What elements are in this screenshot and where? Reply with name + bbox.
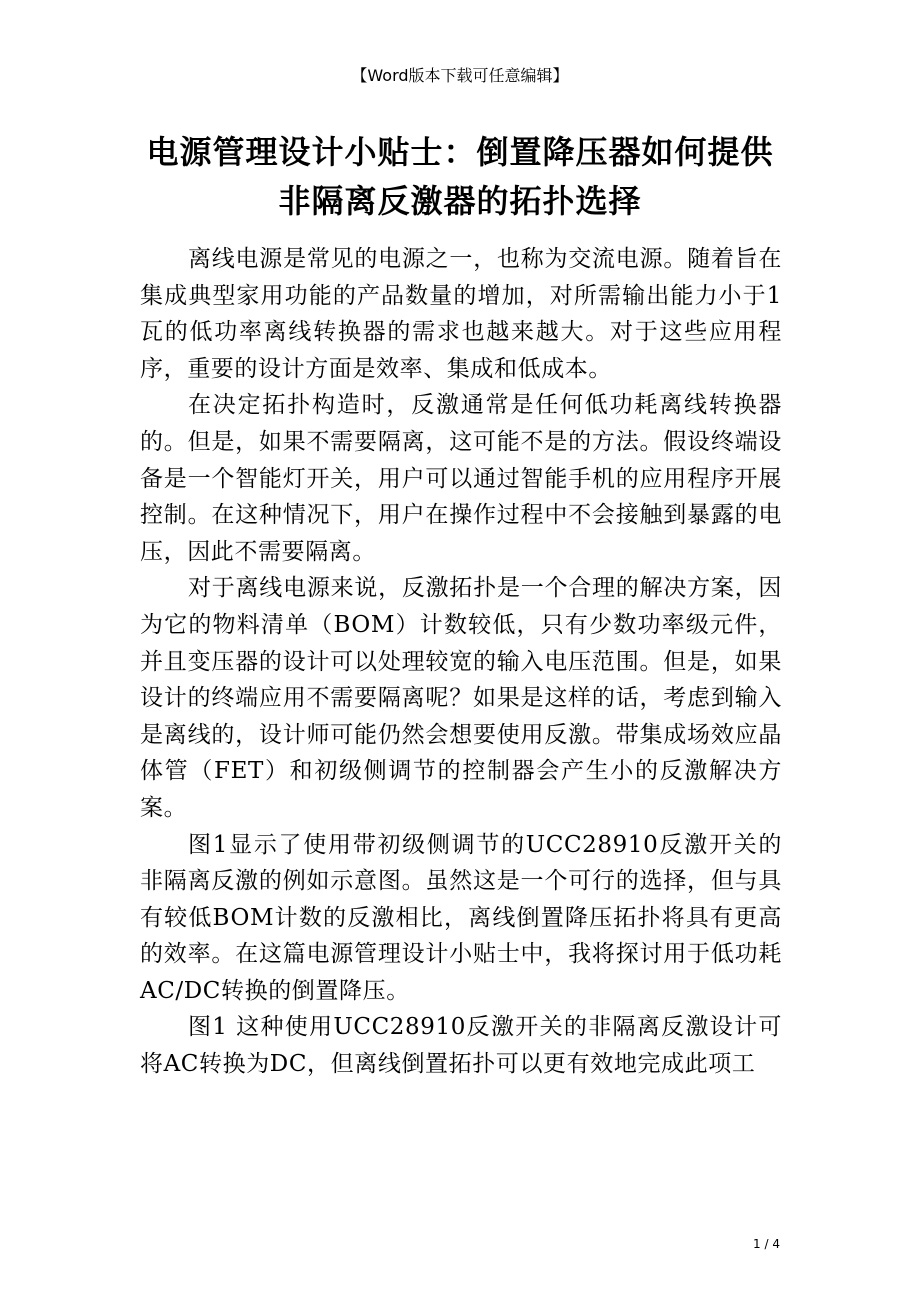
page-header: 【Word版本下载可任意编辑】: [351, 66, 569, 85]
paragraph: 在决定拓扑构造时，反激通常是任何低功耗离线转换器的。但是，如果不需要隔离，这可能不是的方法。假设终端设备是一个智能灯开关，用户可以通过智能手机的应用程序开展控制。在这种情况下，用户在操作过程中不会接触到暴露的电压，因此不需要隔离。: [140, 392, 782, 565]
page-number: 1 / 4: [753, 1237, 780, 1251]
paragraph: 对于离线电源来说，反激拓扑是一个合理的解决方案，因为它的物料清单（BOM）计数较低，只有少数功率级元件，并且变压器的设计可以处理较宽的输入电压范围。但是，如果设计的终端应用不需要隔离呢？如果是这样的话，考虑到输入是离线的，设计师可能仍然会想要使用反激。带集成场效应晶体管（FET）和初级侧调节的控制器会产生小的反激解决方案。: [140, 575, 782, 821]
title-line-1: 电源管理设计小贴士：倒置降压器如何提供: [146, 133, 774, 171]
title-line-2: 非隔离反激器的拓扑选择: [278, 182, 642, 220]
document-title: [138, 128, 782, 226]
article-body: [140, 241, 782, 1083]
paragraph: 离线电源是常见的电源之一，也称为交流电源。随着旨在集成典型家用功能的产品数量的增加，对所需输出能力小于1瓦的低功率离线转换器的需求也越来越大。对于这些应用程序，重要的设计方面是效率、集成和低成本。: [140, 246, 782, 382]
paragraph: 图1显示了使用带初级侧调节的UCC28910反激开关的非隔离反激的例如示意图。虽然这是一个可行的选择，但与具有较低BOM计数的反激相比，离线倒置降压拓扑将具有更高的效率。在这篇电源管理设计小贴士中，我将探讨用于低功耗AC/DC转换的倒置降压。: [140, 831, 782, 1004]
paragraph: 图1 这种使用UCC28910反激开关的非隔离反激设计可将AC转换为DC，但离线倒置拓扑可以更有效地完成此项工: [140, 1014, 782, 1078]
